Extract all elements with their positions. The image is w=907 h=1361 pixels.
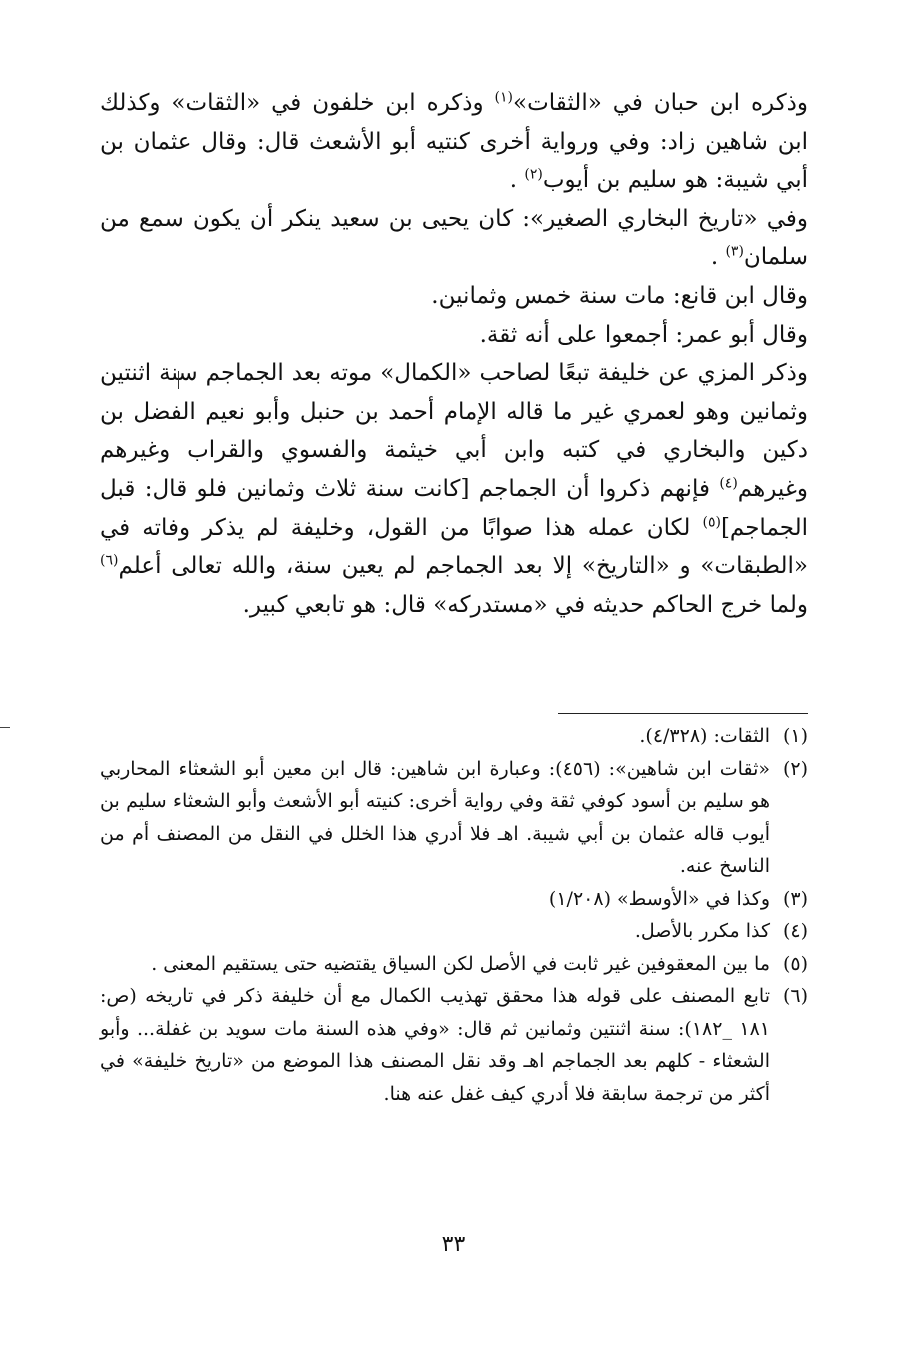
footnotes	[100, 720, 808, 1110]
footnote-text: الثقات: (٤/٣٢٨).	[639, 725, 770, 747]
footnote-6	[100, 980, 808, 1110]
footnote-ref-6: (٦)	[100, 552, 119, 569]
text-run: لكان عمله هذا صوابًا من القول، وخليفة لم يذكر وفاته في «الطبقات» و «التاريخ» إلا بعد الجماجم لم يعين سنة، والله تعالى أعلم	[100, 514, 808, 580]
text-run: وذكره ابن حبان في «الثقات»	[513, 90, 808, 116]
footnote-number: (٤)	[782, 920, 808, 942]
scan-mark	[178, 371, 179, 389]
footnote-2	[100, 753, 808, 883]
footnote-text: تابع المصنف على قوله هذا محقق تهذيب الكمال مع أن خليفة ذكر في تاريخه (ص: ١٨١ _١٨٢): سنة اثنتين وثمانين ثم قال: «وفي هذه السنة مات سويد بن غفلة... وأبو الشعثاء - كلهم بعد الجماجم اهـ وقد نقل المصنف هذا الموضع من «تاريخ خليفة» في أكثر من ترجمة سابقة فلا أدري كيف غفل عنه هنا.	[100, 985, 770, 1105]
footnote-ref-3: (٣)	[725, 243, 744, 260]
footnote-text: كذا مكرر بالأصل.	[634, 920, 770, 942]
footnote-number: (١)	[782, 725, 808, 747]
text-run: ولما خرج الحاكم حديثه في «مستدركه» قال: هو تابعي كبير.	[242, 591, 808, 618]
footnote-1	[100, 720, 808, 753]
footnote-number: (٦)	[782, 985, 808, 1007]
text-run: وذكره ابن خلفون في «الثقات» وكذلك ابن شاهين زاد: وفي ورواية أخرى كنتيه أبو الأشعث قال: وقال عثمان بن أبي شيبة: هو سليم بن أيوب	[100, 90, 808, 194]
footnote-5	[100, 948, 808, 981]
paragraph-3: وقال ابن قانع: مات سنة خمس وثمانين.	[431, 282, 808, 309]
footnote-number: (٣)	[782, 887, 808, 910]
footnote-divider	[558, 713, 808, 714]
paragraph-5	[100, 354, 808, 624]
text-run: فإنهم ذكروا أن الجماجم [كانت سنة ثلاث وثمانين فلو قال: قبل الجماجم]	[100, 475, 808, 541]
footnote-number: (٥)	[782, 952, 808, 975]
footnote-ref-1: (١)	[494, 89, 513, 106]
main-text	[100, 84, 808, 624]
paragraph-1	[100, 84, 808, 200]
footnote-text: ما بين المعقوفين غير ثابت في الأصل لكن السياق يقتضيه حتى يستقيم المعنى .	[151, 952, 770, 975]
footnote-number: (٢)	[782, 757, 808, 780]
footnote-4	[100, 915, 808, 948]
footnote-ref-5: (٥)	[702, 513, 721, 530]
text-run: وذكر المزي عن خليفة تبعًا لصاحب «الكمال» موته بعد الجماجم سنة اثنتين وثمانين وهو لعمري غير ما قاله الإمام أحمد بن حنبل وأبو نعيم الفضل بن دكين والبخاري في كتبه وابن أبي خيثمة والفسوي والقراب وغيرهم وغيرهم	[100, 360, 808, 502]
footnote-ref-4: (٤)	[719, 475, 738, 492]
footnote-text: «ثقات ابن شاهين»: (٤٥٦): وعبارة ابن شاهين: قال ابن معين أبو الشعثاء المحاربي هو سليم بن أسود كوفي ثقة وفي رواية أخرى: كنيته أبو الأشعث وأبو الشعثاء سليم بن أيوب قاله عثمان بن أبي شيبة. اهـ فلا أدري هذا الخلل في النقل من المصنف أم من الناسخ عنه.	[100, 757, 770, 877]
footnote-3	[100, 883, 808, 916]
paragraph-4: وقال أبو عمر: أجمعوا على أنه ثقة.	[479, 321, 808, 348]
footnote-text: وكذا في «الأوسط» (١/٢٠٨)	[548, 887, 770, 910]
footnote-ref-2: (٢)	[524, 166, 543, 183]
scan-edge-mark	[0, 727, 10, 728]
text-run: وفي «تاريخ البخاري الصغير»: كان يحيى بن سعيد ينكر أن يكون سمع من سلمان	[100, 205, 808, 271]
paragraph-2	[100, 200, 808, 277]
text-run: .	[509, 167, 525, 194]
text-run: .	[710, 244, 726, 271]
page-number: ٣٣	[441, 1232, 466, 1257]
